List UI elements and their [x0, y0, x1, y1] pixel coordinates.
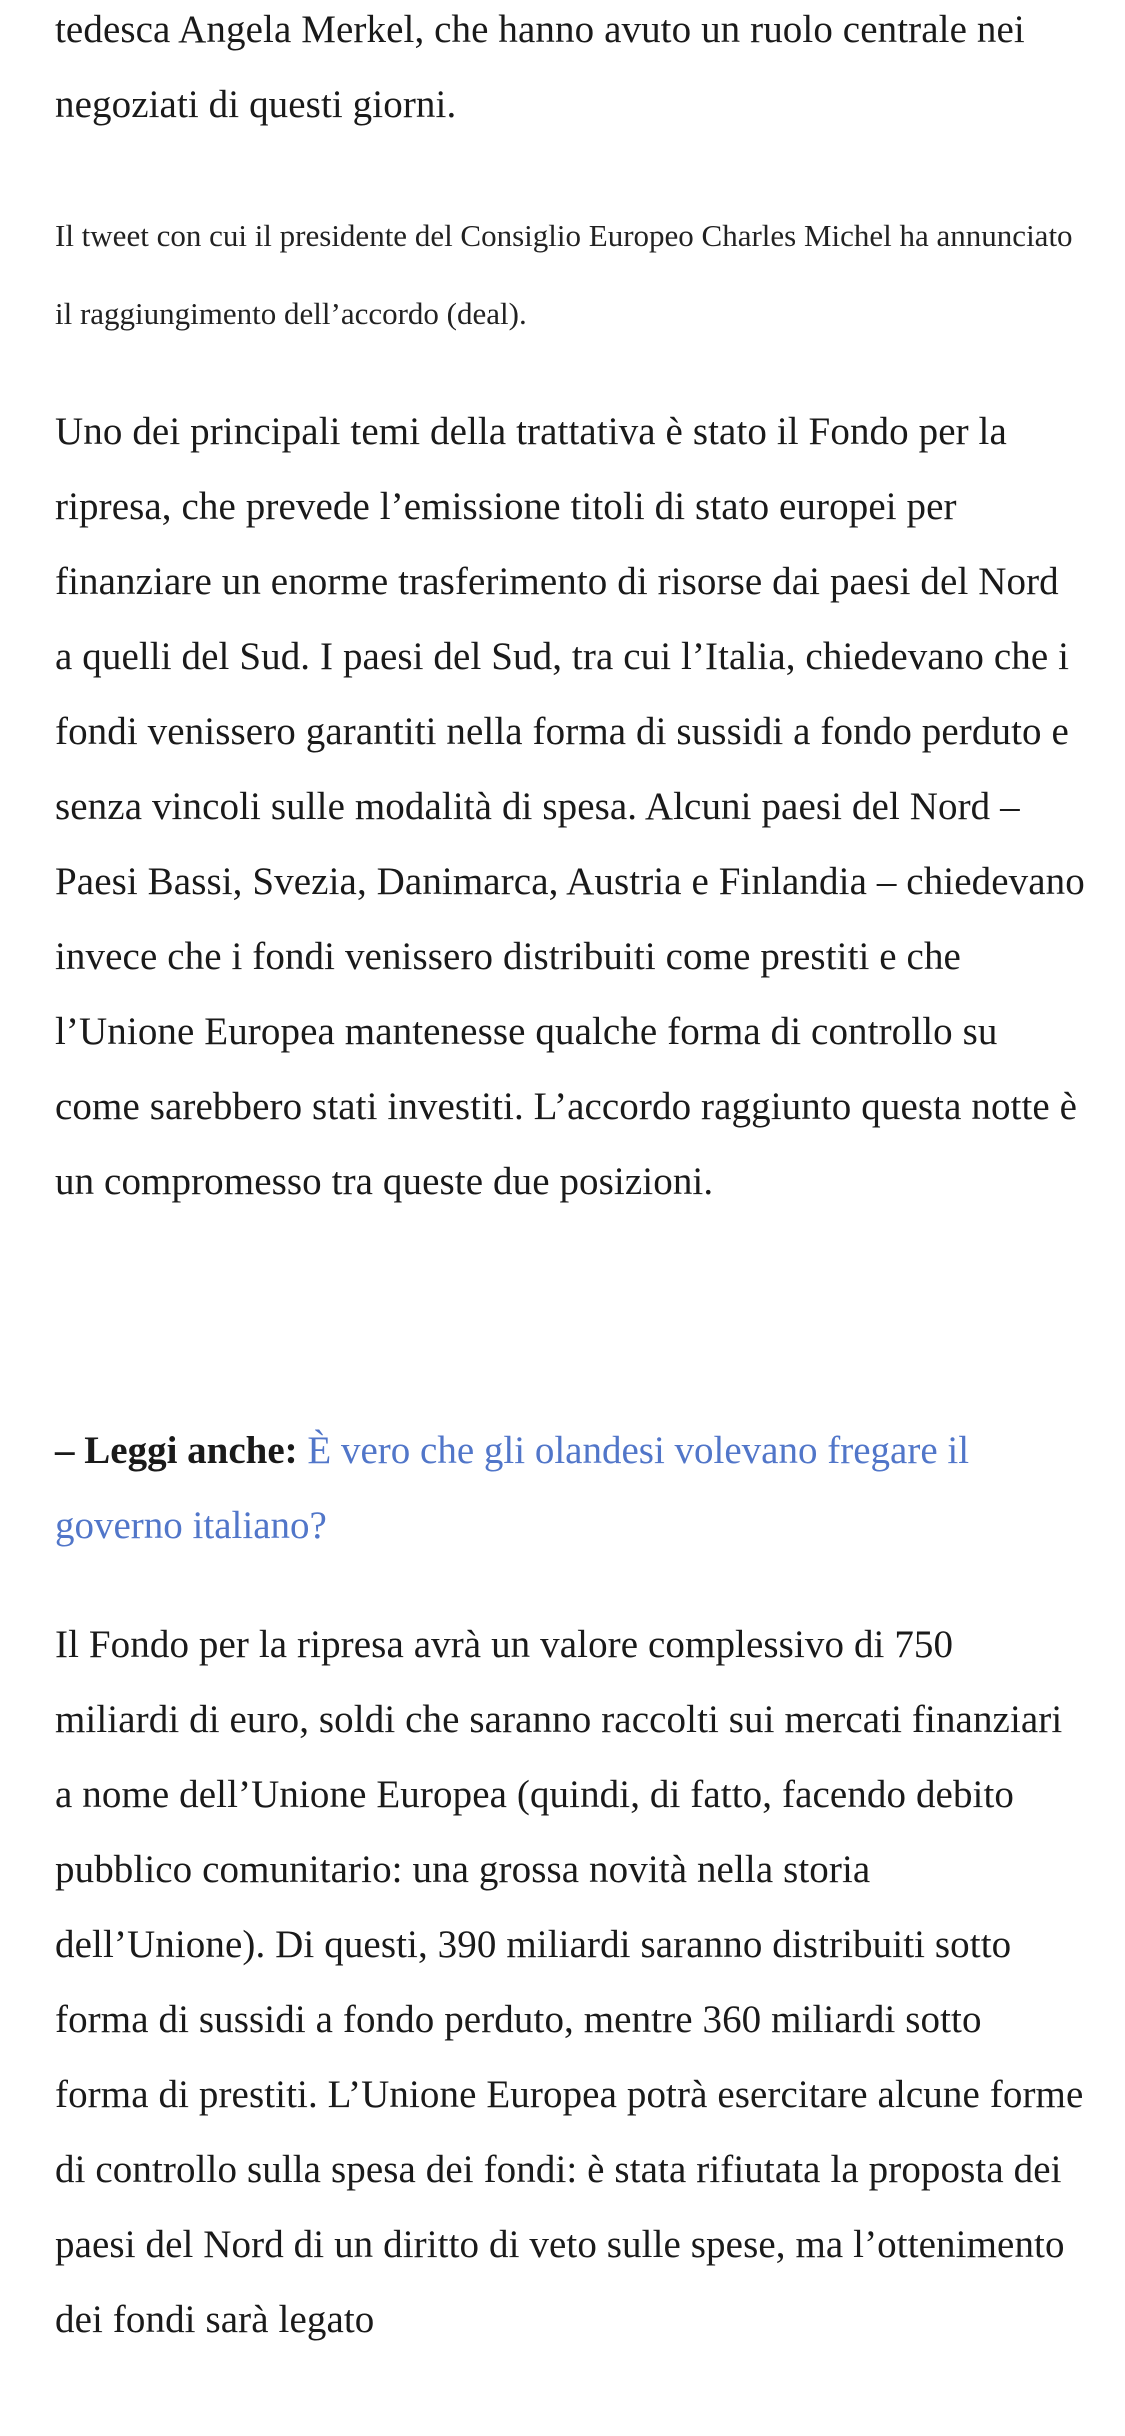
closing-paragraph: Il Fondo per la ripresa avrà un valore complessivo di 750 miliardi di euro, soldi che saranno raccolti sui mercati finanziari a nome dell’Unione Europea (quindi, di fatto, facendo debito pubblico comunitario: una grossa novità nella storia dell’Unione). Di questi, 390 miliardi saranno distribuiti sotto forma di sussidi a fondo perduto, mentre 360 miliardi sotto forma di prestiti. L’Unione Europea potrà esercitare alcune forme di controllo sulla spesa dei fondi: è stata rifiutata la proposta dei paesi del Nord di un diritto di veto sulle spese, ma l’ottenimento dei fondi sarà legato	[55, 1623, 1084, 2341]
main-paragraph: Uno dei principali temi della trattativa è stato il Fondo per la ripresa, che prevede l’emissione titoli di stato europei per finanziare un enorme trasferimento di risorse dai paesi del Nord a quelli del Sud. I paesi del Sud, tra cui l’Italia, chiedevano che i fondi venissero garantiti nella forma di sussidi a fondo perduto e senza vincoli sulle modalità di spesa. Alcuni paesi del Nord – Paesi Bassi, Svezia, Danimarca, Austria e Finlandia – chiedevano invece che i fondi venissero distribuiti come prestiti e che l’Unione Europea mantenesse qualche forma di controllo su come sarebbero stati investiti. L’accordo raggiunto questa notte è un compromesso tra queste due posizioni.	[55, 410, 1085, 1203]
read-also	[55, 1413, 1085, 1563]
tweet-caption: Il tweet con cui il presidente del Consiglio Europeo Charles Michel ha annunciato il raggiungimento dell’accordo (deal).	[55, 218, 1073, 331]
read-also-label: – Leggi anche:	[55, 1429, 298, 1472]
read-also-link[interactable]: È vero che gli olandesi volevano fregare il governo italiano?	[55, 1429, 970, 1547]
intro-paragraph: tedesca Angela Merkel, che hanno avuto un ruolo centrale nei negoziati di questi giorni.	[55, 8, 1025, 126]
